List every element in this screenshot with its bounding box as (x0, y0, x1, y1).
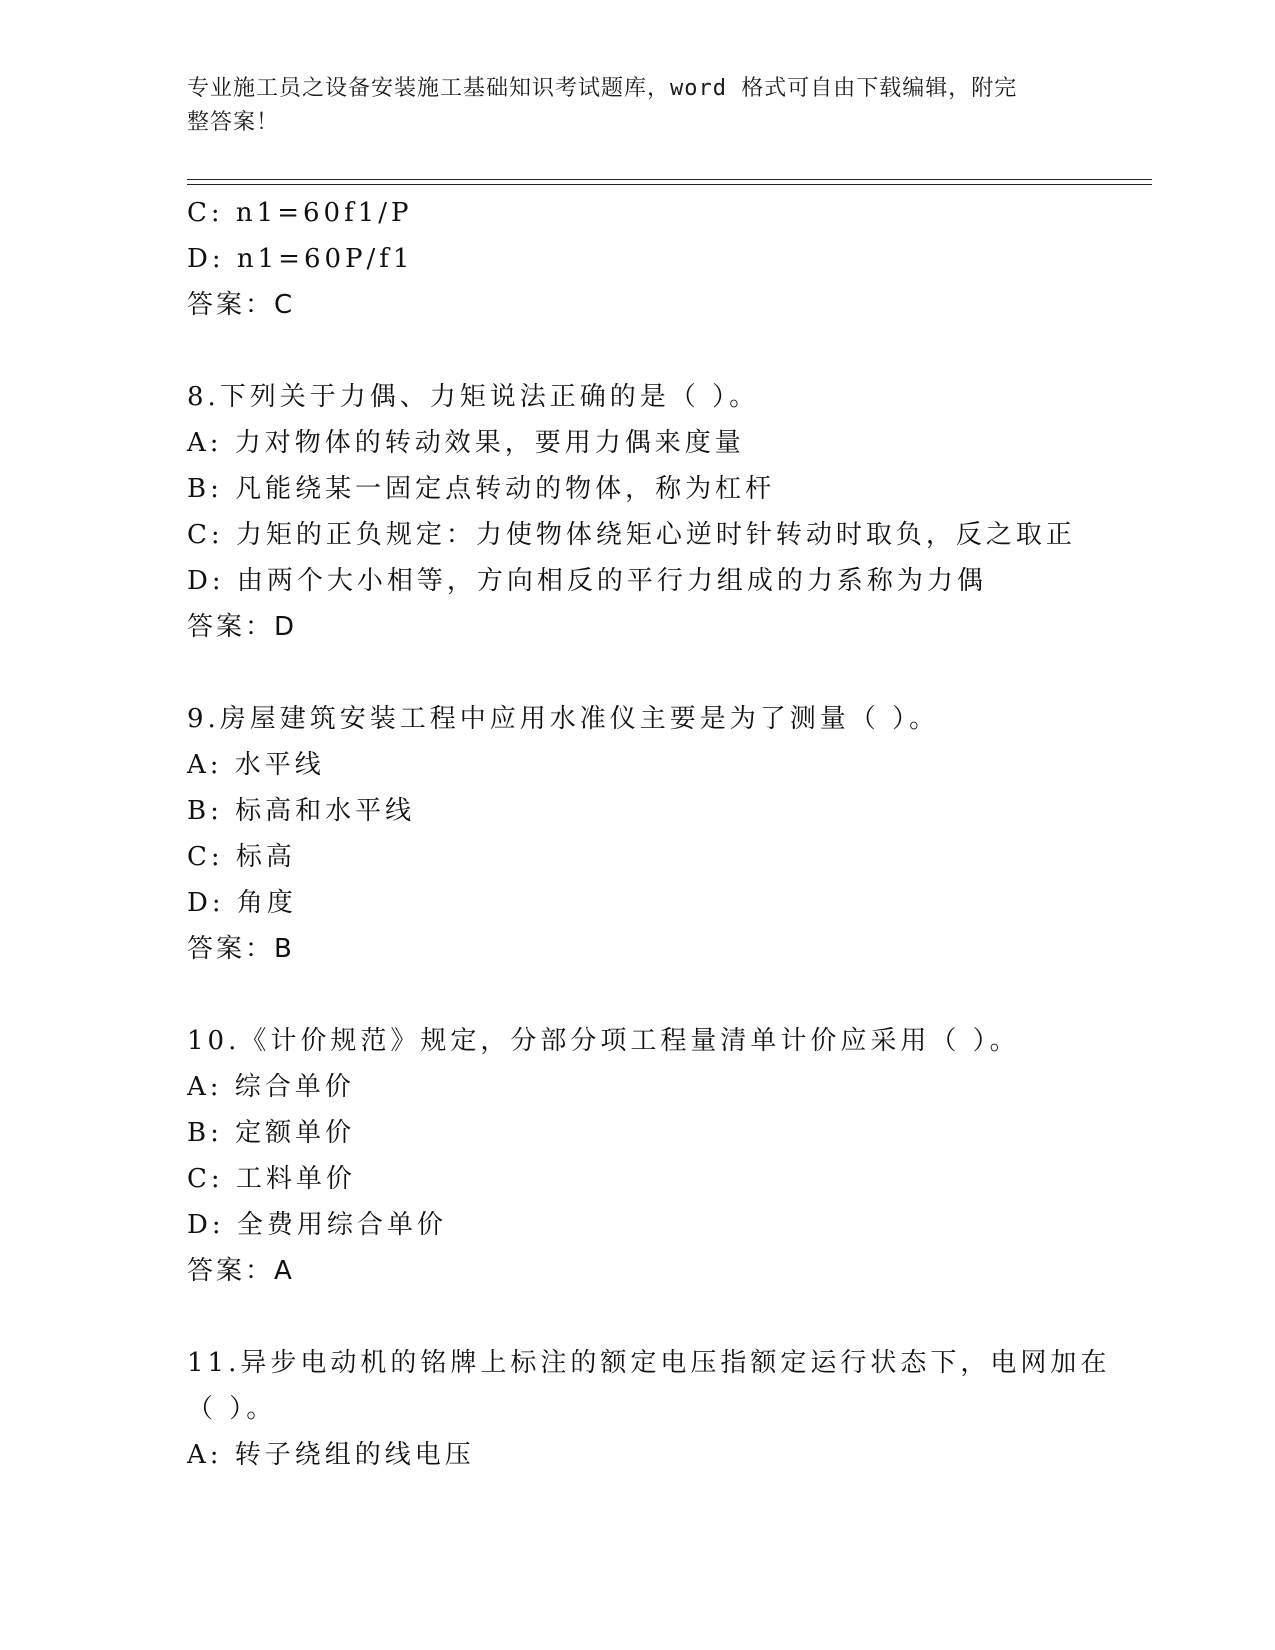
option-d: D: 角度 (187, 888, 297, 918)
spacer (187, 328, 1087, 374)
question-stem-line-2: （ ）。 (187, 1394, 277, 1424)
question-8 (187, 374, 1087, 650)
option-b: B: 定额单价 (187, 1118, 356, 1148)
question-stem: 10.《计价规范》规定，分部分项工程量清单计价应采用（ ）。 (187, 1026, 1020, 1056)
question-stem: 9.房屋建筑安装工程中应用水准仪主要是为了测量（ ）。 (187, 704, 940, 734)
answer-line: 答案：A (187, 1256, 295, 1286)
question-10 (187, 1018, 1087, 1294)
option-c: C: 力矩的正负规定：力使物体绕矩心逆时针转动时取负，反之取正 (187, 520, 1076, 550)
option-d: D: 由两个大小相等，方向相反的平行力组成的力系称为力偶 (187, 566, 987, 596)
question-stem: 8.下列关于力偶、力矩说法正确的是（ ）。 (187, 382, 760, 412)
question-9 (187, 696, 1087, 972)
question-stem-line-1: 11.异步电动机的铭牌上标注的额定电压指额定运行状态下，电网加在 (187, 1348, 1111, 1378)
header-divider-top (187, 179, 1152, 180)
option-c: C: n1=60f1/P (187, 198, 413, 228)
option-c: C: 标高 (187, 842, 296, 872)
option-a: A: 转子绕组的线电压 (187, 1440, 475, 1470)
option-a: A: 综合单价 (187, 1072, 355, 1102)
option-b: B: 标高和水平线 (187, 796, 416, 826)
spacer (187, 650, 1087, 696)
option-c: C: 工料单价 (187, 1164, 356, 1194)
option-d: D: 全费用综合单价 (187, 1210, 447, 1240)
option-b: B: 凡能绕某一固定点转动的物体，称为杠杆 (187, 474, 776, 504)
document-header (187, 72, 1067, 140)
option-a: A: 水平线 (187, 750, 325, 780)
spacer (187, 972, 1087, 1018)
answer-line: 答案：C (187, 290, 296, 320)
option-a: A: 力对物体的转动效果，要用力偶来度量 (187, 428, 745, 458)
question-11 (187, 1340, 1111, 1478)
document-body (187, 190, 1111, 1478)
header-line-1: 专业施工员之设备安装施工基础知识考试题库，word 格式可自由下载编辑，附完 (187, 76, 1018, 101)
header-line-2: 整答案！ (187, 110, 280, 135)
previous-question (187, 190, 1087, 328)
spacer (187, 1294, 1087, 1340)
answer-line: 答案：D (187, 612, 298, 642)
answer-line: 答案：B (187, 934, 295, 964)
option-d: D: n1=60P/f1 (187, 244, 414, 274)
header-divider-bottom (187, 184, 1152, 185)
